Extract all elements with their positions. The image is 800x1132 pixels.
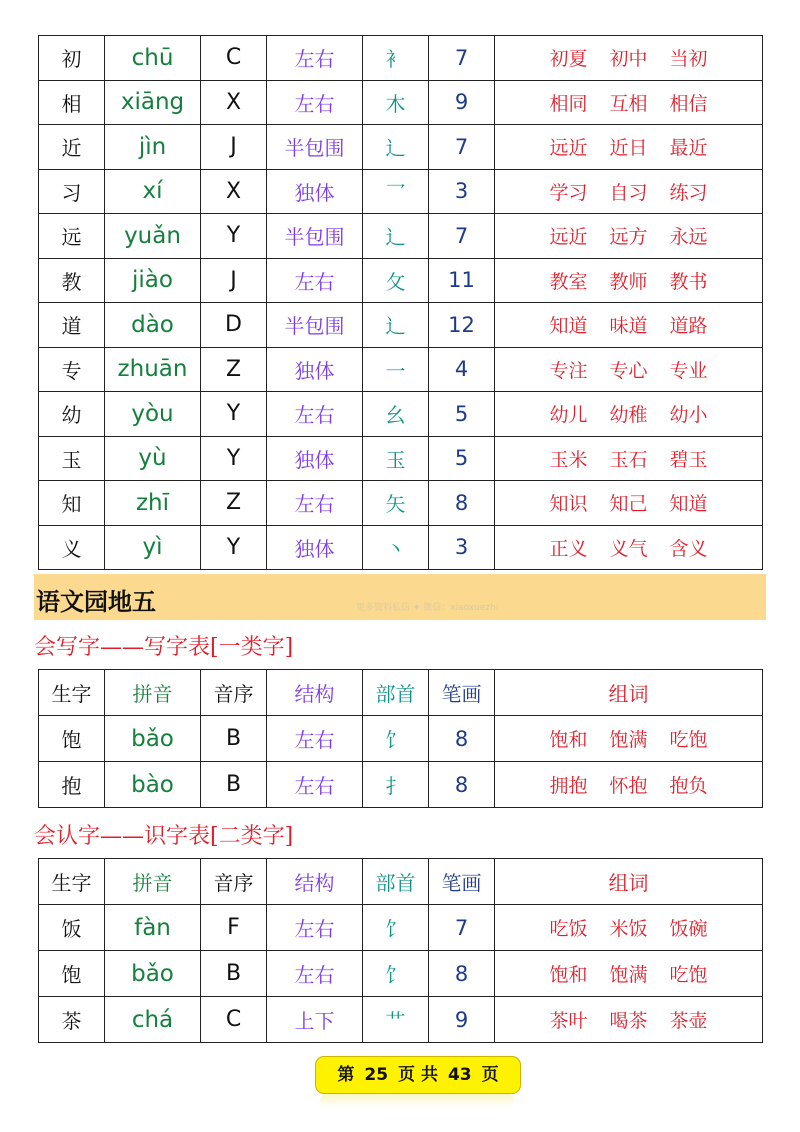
pinyin-cell: zhī <box>105 481 201 526</box>
stroke-count-cell: 7 <box>429 214 495 259</box>
stroke-count-cell: 11 <box>429 258 495 303</box>
radical-cell: 攵 <box>363 258 429 303</box>
stroke-count-cell: 7 <box>429 36 495 81</box>
words-cell <box>495 303 763 348</box>
structure-cell: 独体 <box>267 169 363 214</box>
character-cell: 初 <box>39 36 105 81</box>
word: 茶叶 <box>549 1010 588 1032</box>
structure-cell: 左右 <box>267 905 363 951</box>
word: 幼稚 <box>609 404 648 427</box>
write-character-table <box>38 669 763 808</box>
table-row <box>39 80 763 125</box>
word: 自习 <box>609 181 648 204</box>
word: 吃饱 <box>669 729 708 751</box>
stroke-count-cell: 8 <box>429 762 495 808</box>
table-row <box>39 214 763 259</box>
radical-cell: 玉 <box>363 436 429 481</box>
stroke-count-cell: 12 <box>429 303 495 348</box>
word: 练习 <box>669 181 708 204</box>
index-letter-cell: J <box>201 125 267 170</box>
word: 知己 <box>609 493 648 516</box>
index-letter-cell: Y <box>201 214 267 259</box>
word: 拥抱 <box>549 775 588 797</box>
stroke-count-cell: 7 <box>429 905 495 951</box>
word: 吃饭 <box>549 918 588 940</box>
header-index: 音序 <box>201 859 267 905</box>
header-strokes: 笔画 <box>429 670 495 716</box>
word: 学习 <box>549 181 588 204</box>
table-row <box>39 392 763 437</box>
words-cell <box>495 392 763 437</box>
radical-cell: 饣 <box>363 905 429 951</box>
table-row <box>39 436 763 481</box>
index-letter-cell: Z <box>201 347 267 392</box>
current-page-number: 25 <box>364 1065 389 1085</box>
word: 味道 <box>609 315 648 338</box>
word: 远近 <box>549 226 588 249</box>
pinyin-cell: zhuān <box>105 347 201 392</box>
index-letter-cell: Y <box>201 392 267 437</box>
words-cell <box>495 762 763 808</box>
stroke-count-cell: 3 <box>429 525 495 570</box>
section-title: 语文园地五 <box>36 587 156 616</box>
word: 玉石 <box>609 448 648 471</box>
word: 喝茶 <box>609 1010 648 1032</box>
header-character: 生字 <box>39 670 105 716</box>
words-cell <box>495 481 763 526</box>
word: 知道 <box>549 315 588 338</box>
header-strokes: 笔画 <box>429 859 495 905</box>
radical-cell: 矢 <box>363 481 429 526</box>
radical-cell: 辶 <box>363 214 429 259</box>
word: 远方 <box>609 226 648 249</box>
page-indicator <box>315 1056 521 1094</box>
index-letter-cell: D <box>201 303 267 348</box>
character-cell: 知 <box>39 481 105 526</box>
page-of-label: 页 共 <box>398 1065 438 1085</box>
header-pinyin: 拼音 <box>105 670 201 716</box>
word: 永远 <box>669 226 708 249</box>
read-table-heading: 会认字——识字表[二类字] <box>34 824 294 849</box>
table-header-row <box>39 859 763 905</box>
word: 饱满 <box>609 729 648 751</box>
header-index: 音序 <box>201 670 267 716</box>
word: 茶壶 <box>669 1010 708 1032</box>
radical-cell: 木 <box>363 80 429 125</box>
radical-cell: 饣 <box>363 716 429 762</box>
words-cell <box>495 951 763 997</box>
structure-cell: 独体 <box>267 525 363 570</box>
stroke-count-cell: 9 <box>429 997 495 1043</box>
index-letter-cell: Y <box>201 525 267 570</box>
structure-cell: 左右 <box>267 392 363 437</box>
stroke-count-cell: 7 <box>429 125 495 170</box>
header-radical: 部首 <box>363 859 429 905</box>
index-letter-cell: J <box>201 258 267 303</box>
radical-cell: 辶 <box>363 303 429 348</box>
table-header-row <box>39 670 763 716</box>
pinyin-cell: chá <box>105 997 201 1043</box>
stroke-count-cell: 8 <box>429 716 495 762</box>
word: 含义 <box>669 537 708 560</box>
word: 初中 <box>609 48 648 71</box>
stroke-count-cell: 9 <box>429 80 495 125</box>
word: 远近 <box>549 137 588 160</box>
structure-cell: 半包围 <box>267 214 363 259</box>
character-cell: 近 <box>39 125 105 170</box>
header-character: 生字 <box>39 859 105 905</box>
write-table-heading: 会写字——写字表[一类字] <box>34 635 294 660</box>
stroke-count-cell: 4 <box>429 347 495 392</box>
pinyin-cell: bào <box>105 762 201 808</box>
structure-cell: 左右 <box>267 481 363 526</box>
index-letter-cell: F <box>201 905 267 951</box>
word: 专心 <box>609 359 648 382</box>
words-cell <box>495 125 763 170</box>
index-letter-cell: X <box>201 169 267 214</box>
header-pinyin: 拼音 <box>105 859 201 905</box>
word: 知道 <box>669 493 708 516</box>
table-row <box>39 125 763 170</box>
table-row <box>39 36 763 81</box>
table-row <box>39 997 763 1043</box>
words-cell <box>495 169 763 214</box>
radical-cell: 艹 <box>363 997 429 1043</box>
word: 饱和 <box>549 964 588 986</box>
index-letter-cell: B <box>201 762 267 808</box>
word: 专注 <box>549 359 588 382</box>
character-cell: 远 <box>39 214 105 259</box>
pinyin-cell: bǎo <box>105 716 201 762</box>
pinyin-cell: chū <box>105 36 201 81</box>
stroke-count-cell: 3 <box>429 169 495 214</box>
pinyin-cell: jiào <box>105 258 201 303</box>
header-radical: 部首 <box>363 670 429 716</box>
radical-cell: 一 <box>363 347 429 392</box>
header-structure: 结构 <box>267 859 363 905</box>
index-letter-cell: X <box>201 80 267 125</box>
structure-cell: 左右 <box>267 258 363 303</box>
structure-cell: 左右 <box>267 951 363 997</box>
words-cell <box>495 997 763 1043</box>
table-row <box>39 303 763 348</box>
word: 互相 <box>609 92 648 115</box>
page-indicator-reflection <box>320 1094 514 1108</box>
stroke-count-cell: 5 <box>429 392 495 437</box>
word: 正义 <box>549 537 588 560</box>
radical-cell: 扌 <box>363 762 429 808</box>
header-words: 组词 <box>495 859 763 905</box>
word: 碧玉 <box>669 448 708 471</box>
word: 相同 <box>549 92 588 115</box>
word: 相信 <box>669 92 708 115</box>
character-cell: 饱 <box>39 951 105 997</box>
index-letter-cell: C <box>201 997 267 1043</box>
words-cell <box>495 436 763 481</box>
structure-cell: 独体 <box>267 436 363 481</box>
page-label: 第 <box>337 1065 355 1085</box>
pinyin-cell: yù <box>105 436 201 481</box>
word: 教书 <box>669 270 708 293</box>
structure-cell: 左右 <box>267 762 363 808</box>
word: 道路 <box>669 315 708 338</box>
word: 教师 <box>609 270 648 293</box>
pinyin-cell: fàn <box>105 905 201 951</box>
radical-cell: 幺 <box>363 392 429 437</box>
word: 当初 <box>669 48 708 71</box>
word: 专业 <box>669 359 708 382</box>
header-structure: 结构 <box>267 670 363 716</box>
pinyin-cell: jìn <box>105 125 201 170</box>
structure-cell: 半包围 <box>267 303 363 348</box>
words-cell <box>495 36 763 81</box>
word: 抱负 <box>669 775 708 797</box>
pinyin-cell: xí <box>105 169 201 214</box>
word: 玉米 <box>549 448 588 471</box>
radical-cell: 乛 <box>363 169 429 214</box>
table-row <box>39 716 763 762</box>
pinyin-cell: xiāng <box>105 80 201 125</box>
structure-cell: 半包围 <box>267 125 363 170</box>
table-row <box>39 525 763 570</box>
total-pages-number: 43 <box>447 1065 472 1085</box>
radical-cell: 饣 <box>363 951 429 997</box>
word: 知识 <box>549 493 588 516</box>
pinyin-cell: bǎo <box>105 951 201 997</box>
index-letter-cell: B <box>201 951 267 997</box>
word: 吃饱 <box>669 964 708 986</box>
words-cell <box>495 716 763 762</box>
pinyin-cell: dào <box>105 303 201 348</box>
table-row <box>39 762 763 808</box>
structure-cell: 左右 <box>267 36 363 81</box>
word: 幼小 <box>669 404 708 427</box>
radical-cell: 辶 <box>363 125 429 170</box>
word: 近日 <box>609 137 648 160</box>
watermark-text: 更多资料私信 ✦ 微信：xiaoxuezhi <box>356 603 499 613</box>
table-row <box>39 169 763 214</box>
stroke-count-cell: 8 <box>429 951 495 997</box>
index-letter-cell: Y <box>201 436 267 481</box>
words-cell <box>495 525 763 570</box>
structure-cell: 上下 <box>267 997 363 1043</box>
table-row <box>39 481 763 526</box>
character-cell: 玉 <box>39 436 105 481</box>
word: 初夏 <box>549 48 588 71</box>
character-cell: 幼 <box>39 392 105 437</box>
word: 幼儿 <box>549 404 588 427</box>
words-cell <box>495 80 763 125</box>
pinyin-cell: yuǎn <box>105 214 201 259</box>
word: 教室 <box>549 270 588 293</box>
header-words: 组词 <box>495 670 763 716</box>
words-cell <box>495 258 763 303</box>
character-cell: 教 <box>39 258 105 303</box>
radical-cell: 丶 <box>363 525 429 570</box>
word: 饱满 <box>609 964 648 986</box>
character-cell: 义 <box>39 525 105 570</box>
words-cell <box>495 214 763 259</box>
table-row <box>39 258 763 303</box>
structure-cell: 左右 <box>267 716 363 762</box>
words-cell <box>495 905 763 951</box>
character-cell: 茶 <box>39 997 105 1043</box>
words-cell <box>495 347 763 392</box>
stroke-count-cell: 5 <box>429 436 495 481</box>
character-cell: 专 <box>39 347 105 392</box>
pinyin-cell: yòu <box>105 392 201 437</box>
section-header <box>34 574 766 620</box>
index-letter-cell: C <box>201 36 267 81</box>
pinyin-cell: yì <box>105 525 201 570</box>
stroke-count-cell: 8 <box>429 481 495 526</box>
word: 饱和 <box>549 729 588 751</box>
word: 最近 <box>669 137 708 160</box>
read-character-table <box>38 858 763 1043</box>
index-letter-cell: B <box>201 716 267 762</box>
table-row <box>39 951 763 997</box>
radical-cell: 衤 <box>363 36 429 81</box>
word: 饭碗 <box>669 918 708 940</box>
index-letter-cell: Z <box>201 481 267 526</box>
word: 米饭 <box>609 918 648 940</box>
word: 怀抱 <box>609 775 648 797</box>
character-cell: 习 <box>39 169 105 214</box>
page-end-label: 页 <box>481 1065 499 1085</box>
structure-cell: 左右 <box>267 80 363 125</box>
table-row <box>39 347 763 392</box>
table-row <box>39 905 763 951</box>
character-cell: 饭 <box>39 905 105 951</box>
main-character-table <box>38 35 763 570</box>
word: 义气 <box>609 537 648 560</box>
character-cell: 抱 <box>39 762 105 808</box>
character-cell: 饱 <box>39 716 105 762</box>
character-cell: 道 <box>39 303 105 348</box>
character-cell: 相 <box>39 80 105 125</box>
structure-cell: 独体 <box>267 347 363 392</box>
